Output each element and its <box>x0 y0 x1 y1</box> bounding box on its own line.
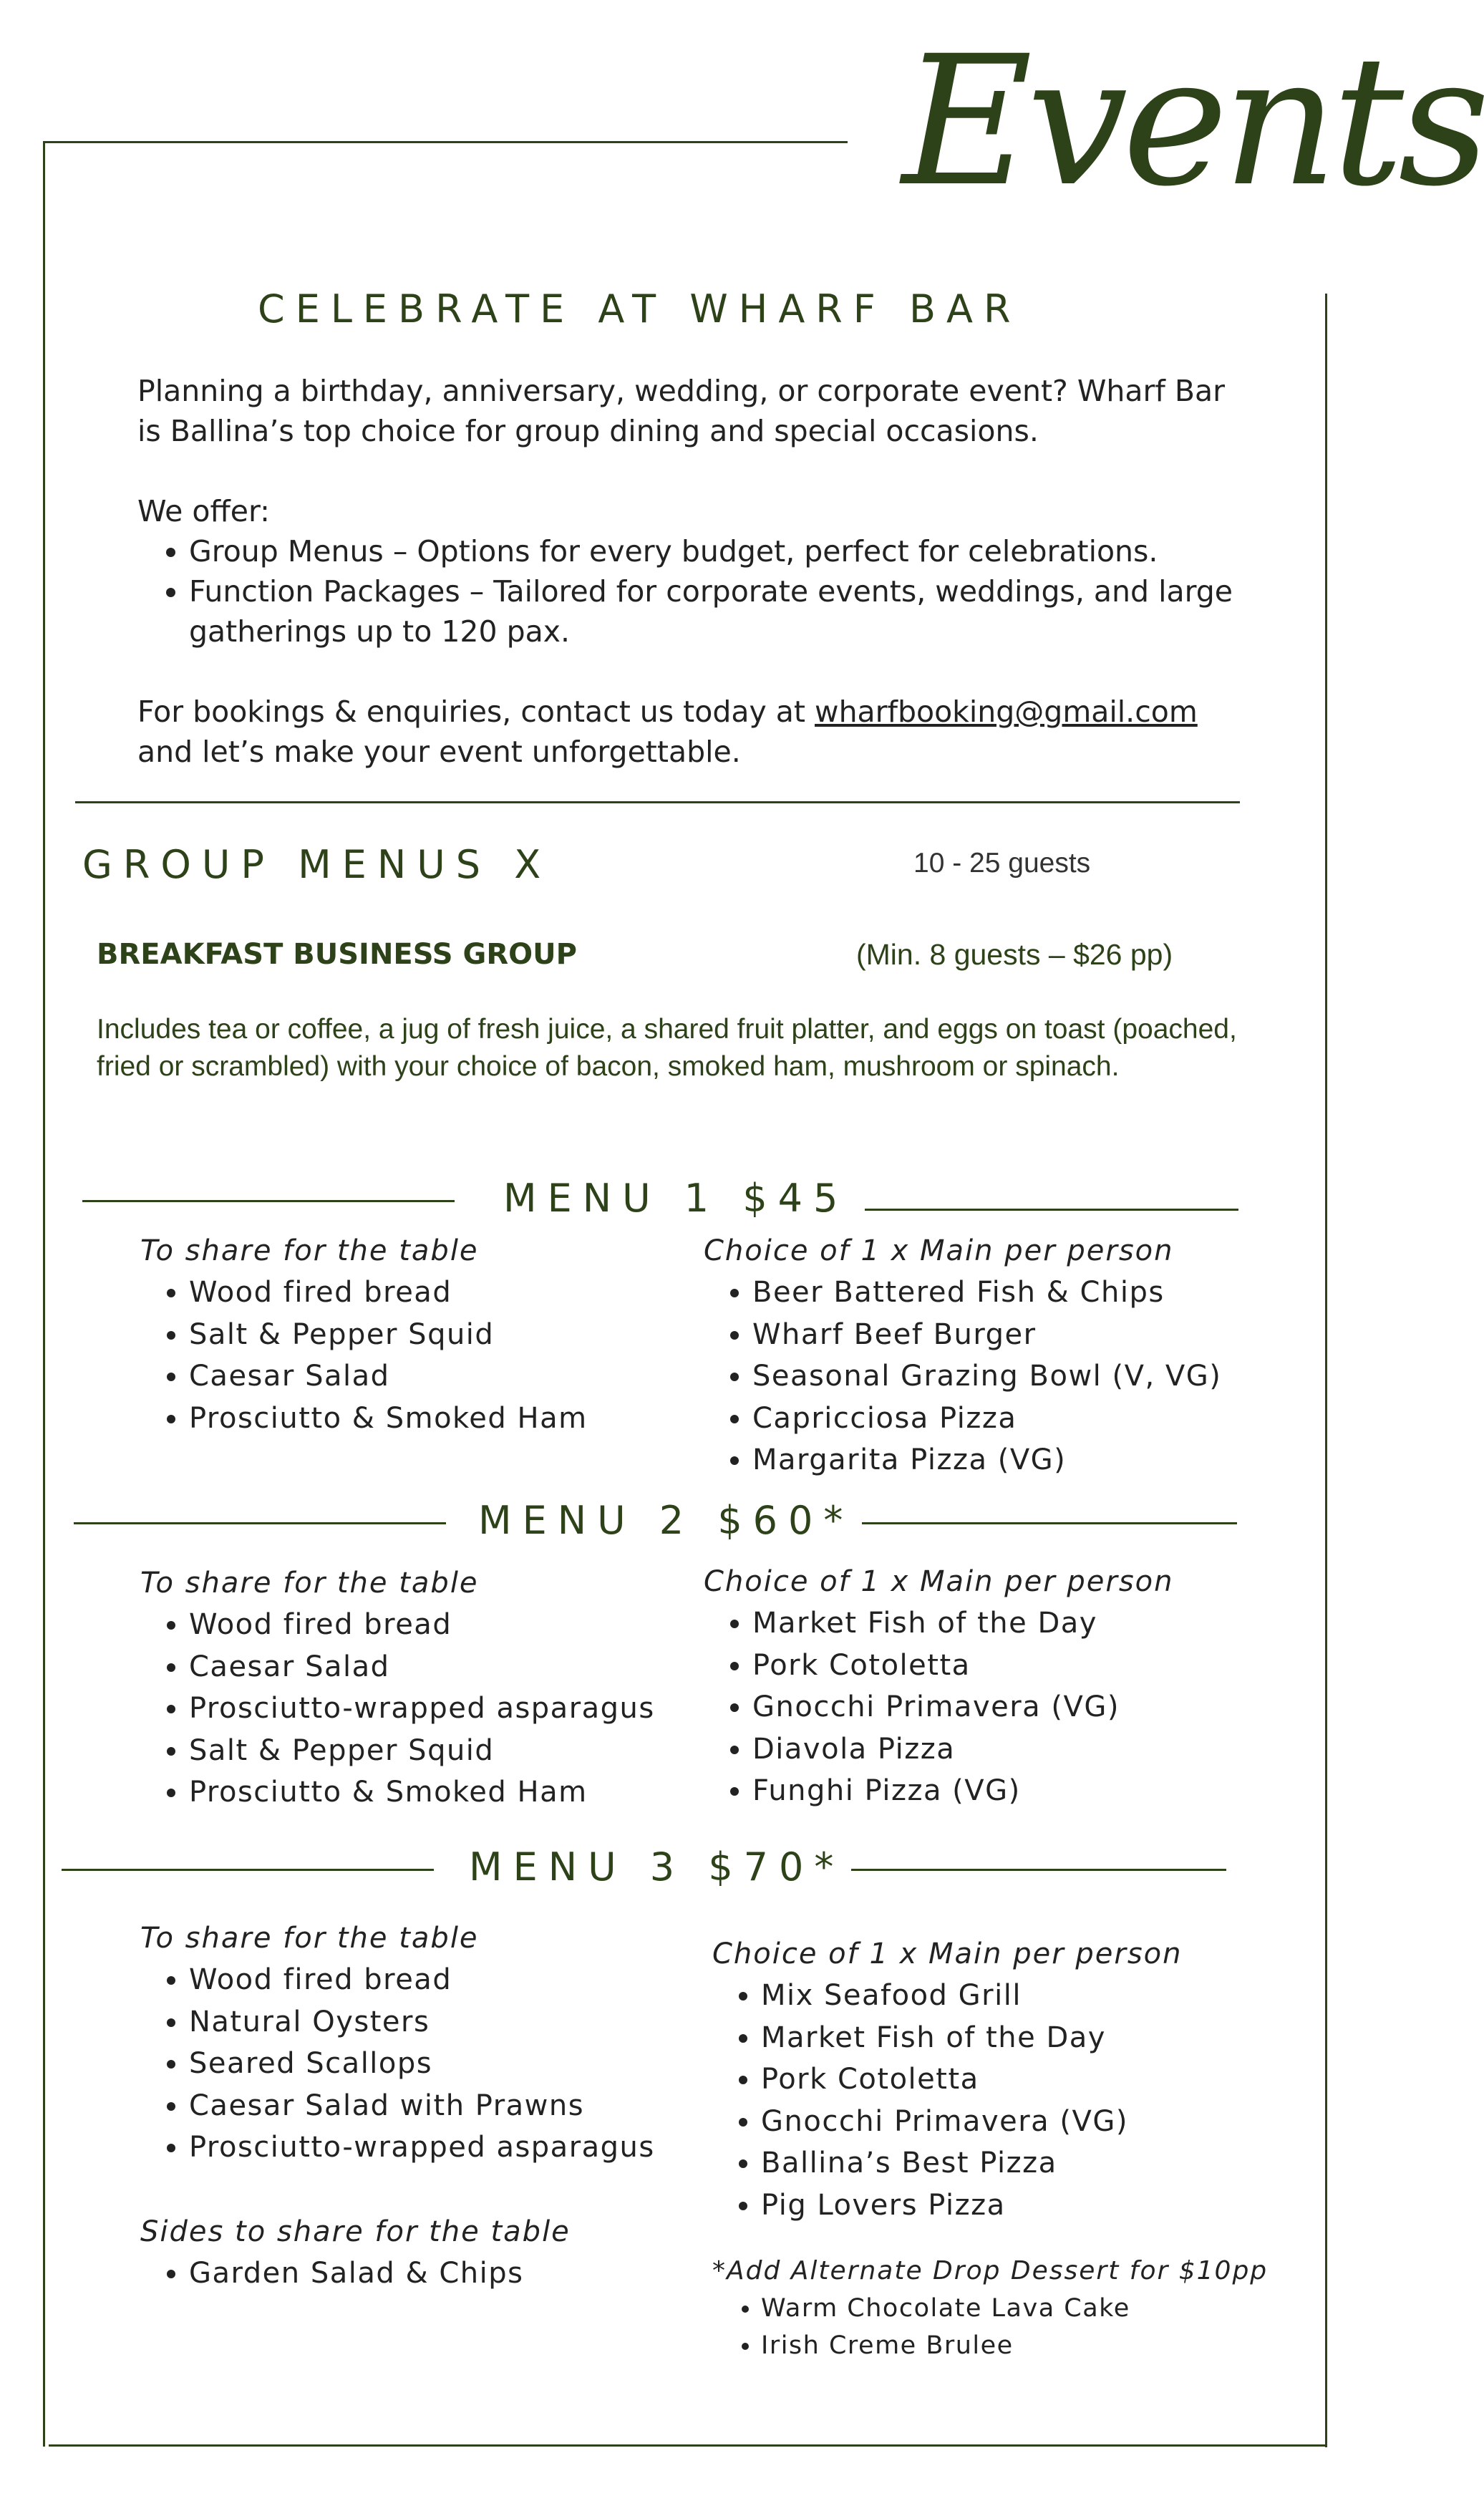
menu-item: • Prosciutto-wrapped asparagus <box>189 2127 655 2169</box>
events-title: Events <box>902 17 1484 226</box>
share-label: To share for the table <box>140 1922 479 1955</box>
menu-item: • Mix Seafood Grill <box>761 1975 1182 2017</box>
menu-item: • Salt & Pepper Squid <box>189 1314 588 1356</box>
menu3-main-column <box>712 1933 1182 2226</box>
contact-text-end: and let’s make your event unforgettable. <box>137 735 741 769</box>
menu3-title: MENU 3 $70* <box>469 1844 845 1890</box>
main-label: Choice of 1 x Main per person <box>712 1937 1183 1970</box>
share-label: To share for the table <box>140 1234 479 1267</box>
menu1-share-column <box>140 1230 588 1439</box>
menu3-rule-left <box>62 1869 434 1871</box>
offer-item: • Function Packages – Tailored for corporate events, weddings, and large gatherings up to 120 pax. <box>189 571 1254 652</box>
menu3-sides-column <box>140 2211 571 2295</box>
page-headline: CELEBRATE AT WHARF BAR <box>258 286 1022 332</box>
menu-item: • Pork Cotoletta <box>761 2058 1182 2101</box>
menu1-rule-right <box>865 1209 1238 1211</box>
breakfast-title: BREAKFAST BUSINESS GROUP <box>97 938 577 971</box>
contact-text: For bookings & enquiries, contact us today at <box>137 695 815 729</box>
menu-item: • Seared Scallops <box>189 2043 655 2085</box>
menu-item: • Natural Oysters <box>189 2001 655 2043</box>
menu2-rule-left <box>74 1522 446 1524</box>
menu3-rule-right <box>851 1869 1226 1871</box>
sides-label: Sides to share for the table <box>140 2215 571 2248</box>
menu-item: • Diavola Pizza <box>752 1728 1173 1771</box>
menu3-dessert-column <box>712 2253 1268 2364</box>
menu1-rule-left <box>82 1200 455 1202</box>
offer-item: • Group Menus – Options for every budget, perfect for celebrations. <box>189 531 1254 571</box>
menu-item: • Irish Creme Brulee <box>761 2327 1268 2364</box>
menu-item: • Pig Lovers Pizza <box>761 2185 1182 2227</box>
main-label: Choice of 1 x Main per person <box>704 1234 1174 1267</box>
intro-block <box>137 371 1254 772</box>
menu-item: • Seasonal Grazing Bowl (V, VG) <box>752 1355 1221 1398</box>
frame-top-line <box>43 141 848 143</box>
menu1-title: MENU 1 $45 <box>503 1176 849 1221</box>
menu-item: • Capricciosa Pizza <box>752 1398 1221 1440</box>
frame-left-line <box>43 141 45 2447</box>
menu-item: • Wharf Beef Burger <box>752 1314 1221 1356</box>
menu3-share-column <box>140 1917 655 2169</box>
contact-paragraph <box>137 692 1254 772</box>
menu-item: • Wood fired bread <box>189 1272 588 1314</box>
menu-item: • Beer Battered Fish & Chips <box>752 1272 1221 1314</box>
menu-item: • Prosciutto & Smoked Ham <box>189 1398 588 1440</box>
breakfast-description: Includes tea or coffee, a jug of fresh juice, a shared fruit platter, and eggs on toast (poached, fried or scrambled) with your choice of bacon, smoked ham, mushroom or spinach. <box>97 1014 1237 1082</box>
menu-item: • Market Fish of the Day <box>752 1602 1173 1645</box>
menu-item: • Wood fired bread <box>189 1604 655 1646</box>
menu1-main-column <box>704 1230 1221 1481</box>
menu-item: • Caesar Salad <box>189 1355 588 1398</box>
frame-right-line <box>1325 294 1327 2447</box>
offer-label: We offer: <box>137 494 270 528</box>
menu-item: • Pork Cotoletta <box>752 1645 1173 1687</box>
main-label: Choice of 1 x Main per person <box>704 1565 1174 1598</box>
menu-item: • Gnocchi Primavera (VG) <box>752 1686 1173 1728</box>
menu-item: • Wood fired bread <box>189 1959 655 2001</box>
menu-item: • Prosciutto & Smoked Ham <box>189 1771 655 1814</box>
menu2-share-column <box>140 1562 655 1814</box>
email-link[interactable]: wharfbooking@gmail.com <box>815 695 1198 729</box>
divider-line <box>75 801 1240 803</box>
group-menus-title: GROUP MENUS X <box>82 842 552 887</box>
menu2-rule-right <box>862 1522 1237 1524</box>
menu-item: • Caesar Salad <box>189 1646 655 1688</box>
menu-item: • Garden Salad & Chips <box>189 2253 571 2295</box>
intro-paragraph: Planning a birthday, anniversary, wedding, or corporate event? Wharf Bar is Ballina’s top choice for group dining and special occasions. <box>137 374 1225 448</box>
frame-bottom-line <box>49 2444 1327 2447</box>
guests-count: 10 - 25 guests <box>913 848 1091 879</box>
menu-item: • Market Fish of the Day <box>761 2017 1182 2059</box>
menu-item: • Ballina’s Best Pizza <box>761 2142 1182 2185</box>
menu-item: • Margarita Pizza (VG) <box>752 1439 1221 1481</box>
menu-item: • Warm Chocolate Lava Cake <box>761 2290 1268 2327</box>
menu2-main-column <box>704 1561 1173 1812</box>
offer-list <box>137 531 1254 652</box>
menu-item: • Gnocchi Primavera (VG) <box>761 2101 1182 2143</box>
share-label: To share for the table <box>140 1567 479 1600</box>
dessert-label: *Add Alternate Drop Dessert for $10pp <box>712 2256 1269 2285</box>
menu-item: • Caesar Salad with Prawns <box>189 2085 655 2127</box>
menu-item: • Prosciutto-wrapped asparagus <box>189 1688 655 1730</box>
breakfast-price: (Min. 8 guests – $26 pp) <box>856 938 1173 971</box>
menu2-title: MENU 2 $60* <box>478 1498 854 1543</box>
menu-item: • Salt & Pepper Squid <box>189 1730 655 1772</box>
menu-item: • Funghi Pizza (VG) <box>752 1770 1173 1812</box>
